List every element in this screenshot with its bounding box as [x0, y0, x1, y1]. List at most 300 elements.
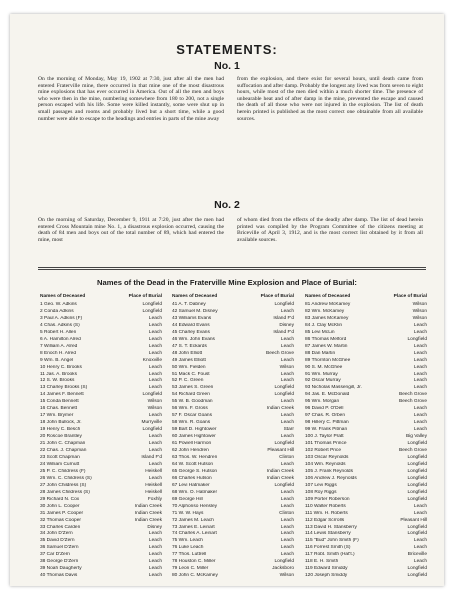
deceased-name: 7 William A. Alred	[40, 343, 78, 349]
burial-place: Leach	[148, 552, 162, 558]
deceased-entry	[305, 462, 427, 469]
deceased-name: 114 Lewis Stansberry	[305, 531, 351, 537]
deceased-entry	[40, 483, 162, 490]
deceased-name: 90 S. M. McGhee	[305, 364, 343, 370]
deceased-name: 32 Thomas Cooper	[40, 517, 81, 523]
burial-place: Longfield	[142, 392, 162, 398]
statement-1-body	[38, 76, 423, 122]
burial-place: Longfield	[407, 573, 427, 579]
deceased-entry	[40, 545, 162, 552]
burial-place: Longfield	[407, 489, 427, 495]
deceased-name: 69 George Hill	[172, 496, 203, 502]
burial-place: Leach	[280, 545, 294, 551]
deceased-name: 46 Wm. John Evans	[172, 336, 215, 342]
burial-place: Leach	[413, 371, 427, 377]
deceased-name: 1 Geo. W. Adkins	[40, 302, 77, 307]
deceased-name: 13 Charley Brooks (S)	[40, 385, 88, 391]
deceased-entry	[172, 518, 294, 525]
deceased-name: 31 James P. Cooper	[40, 510, 84, 516]
deceased-name: 23 Scott Chapman	[40, 454, 80, 460]
deceased-name: 89 Thornton McGhee	[305, 357, 351, 363]
column-header-name: Names of Deceased	[40, 294, 86, 299]
deceased-name: 120 Joseph Smiddy	[305, 573, 348, 579]
deceased-entry	[40, 316, 162, 323]
burial-place: Clinton	[279, 454, 294, 460]
deceased-name: 11 Jas. A. Brooks	[40, 371, 77, 377]
deceased-entry	[172, 441, 294, 448]
burial-place: Wilson	[147, 406, 162, 412]
deceased-entry	[305, 538, 427, 545]
deceased-entry	[172, 302, 294, 309]
deceased-name: 24 William Curnutt	[40, 461, 80, 467]
burial-place: Leach	[148, 371, 162, 377]
deceased-entry	[40, 497, 162, 504]
burial-place: Jacksboro	[272, 566, 294, 572]
deceased-name: 49 James Elliott	[172, 357, 206, 363]
deceased-name: 104 Wm. Reynolds	[305, 461, 346, 467]
deceased-name: 102 Robert Price	[305, 448, 341, 454]
deceased-entry	[40, 531, 162, 538]
deceased-name: 22 Chas. J. Chapman	[40, 448, 87, 454]
deceased-entry	[305, 309, 427, 316]
burial-place: Longfield	[407, 482, 427, 488]
burial-place: Leach	[148, 364, 162, 370]
burial-place: Indian Creek	[134, 503, 162, 509]
deceased-name: 17 Wm. Brymer	[40, 413, 74, 419]
burial-place: Leach	[413, 413, 427, 419]
deceased-name: 34 John D'Zern	[40, 531, 73, 537]
burial-place: Knoxville	[142, 357, 162, 363]
deceased-entry	[172, 316, 294, 323]
deceased-name: 61 Powell Harmon	[172, 441, 212, 447]
deceased-name: 79 Leon C. Miller	[172, 566, 209, 572]
deceased-name: 56 Wm. F. Gross	[172, 406, 208, 412]
burial-place: Leach	[148, 336, 162, 342]
burial-place: Leach	[413, 329, 427, 335]
burial-place: Wilson	[279, 573, 294, 579]
deceased-name: 53 James S. Green	[172, 385, 214, 391]
burial-place: Indian Creek	[134, 517, 162, 523]
deceased-name: 28 James Childress (S)	[40, 489, 90, 495]
deceased-name: 80 John C. McKamey	[172, 573, 218, 579]
deceased-entry	[172, 406, 294, 413]
deceased-entry	[40, 525, 162, 532]
deceased-entry	[40, 476, 162, 483]
deceased-name: 33 Charles Carden	[40, 524, 81, 530]
deceased-entry	[40, 434, 162, 441]
burial-place: Leach	[280, 371, 294, 377]
deceased-entry	[40, 455, 162, 462]
deceased-entry	[40, 511, 162, 518]
deceased-name: 96 David P. O'Dell	[305, 406, 344, 412]
burial-place: Longfield	[407, 524, 427, 530]
deceased-name: 57 F. Oscar Goans	[172, 413, 212, 419]
burial-place: Wilson	[147, 399, 162, 405]
deceased-name: 68 Wm. O. Hatmaker	[172, 489, 218, 495]
deceased-name: 78 Houston C. Miller	[172, 559, 216, 565]
deceased-entry	[172, 545, 294, 552]
burial-place: Leach	[148, 378, 162, 384]
deceased-entry	[40, 469, 162, 476]
divider-line	[38, 267, 426, 268]
burial-place: Longfield	[274, 482, 294, 488]
deceased-name: 86 Thomas Melford	[305, 336, 347, 342]
burial-place: Longfield	[142, 427, 162, 433]
deceased-entry	[305, 531, 427, 538]
burial-place: Leach	[413, 427, 427, 433]
deceased-entry	[172, 309, 294, 316]
burial-place: Leach	[280, 517, 294, 523]
deceased-entry	[40, 392, 162, 399]
deceased-name: 107 Levi Riggs	[305, 482, 337, 488]
deceased-entry	[40, 490, 162, 497]
deceased-name: 60 James Hightower	[172, 434, 216, 440]
deceased-entry	[172, 413, 294, 420]
names-list-title: Names of the Dead in the Fraterville Mine Explosion and Place of Burial:	[97, 278, 357, 287]
deceased-name: 95 Wm. Morgan	[305, 399, 340, 405]
deceased-name: 112 Edgar Scrrolls	[305, 517, 345, 523]
deceased-name: 76 Luke Leach	[172, 545, 204, 551]
deceased-name: 94 Jas. E. McDonald	[305, 392, 350, 398]
deceased-entry	[40, 559, 162, 566]
deceased-entry	[40, 552, 162, 559]
burial-place: Longfield	[407, 566, 427, 572]
deceased-name: 14 James F. Bennett	[40, 392, 84, 398]
deceased-name: 45 Charley Evans	[172, 329, 210, 335]
deceased-name: 91 Wm. Murray	[305, 371, 338, 377]
deceased-name: 77 Thos. Luttrell	[172, 552, 207, 558]
deceased-name: 106 Andrew J. Reynolds	[305, 475, 357, 481]
deceased-entry	[172, 427, 294, 434]
burial-place: Island F'd	[141, 454, 162, 460]
burial-place: Longfield	[274, 385, 294, 391]
burial-place: Leach	[148, 461, 162, 467]
deceased-entry	[172, 483, 294, 490]
deceased-name: 100 J. Taylor Pratt	[305, 434, 344, 440]
deceased-entry	[305, 372, 427, 379]
burial-place: Leach	[413, 364, 427, 370]
deceased-entry	[40, 351, 162, 358]
deceased-name: 6 A. Hamilton Alred	[40, 336, 81, 342]
deceased-name: 59 Bart D. Hightower	[172, 427, 217, 433]
burial-place: Wilson	[279, 364, 294, 370]
burial-place: Leach	[280, 461, 294, 467]
burial-place: Leach	[148, 441, 162, 447]
burial-place: Murryville	[141, 420, 162, 426]
deceased-name: 42 Samuel M. Disney	[172, 308, 218, 314]
deceased-name: 99 W. Frank Pitman	[305, 427, 348, 433]
deceased-name: 52 P. C. Green	[172, 378, 204, 384]
deceased-entry	[172, 566, 294, 573]
column-header	[305, 294, 427, 302]
burial-place: Clinton	[279, 510, 294, 516]
deceased-entry	[172, 358, 294, 365]
deceased-name: 64 W. Scott Hutson	[172, 461, 214, 467]
deceased-entry	[40, 399, 162, 406]
deceased-entry	[305, 378, 427, 385]
column-header-place: Place of Burial	[128, 294, 162, 299]
deceased-name: 70 Alphonso Hensley	[172, 503, 218, 509]
deceased-name: 38 George D'Zern	[40, 559, 79, 565]
burial-place: Leach	[148, 566, 162, 572]
burial-place: Leach	[280, 538, 294, 544]
deceased-name: 67 Levi Hatmaker	[172, 482, 210, 488]
deceased-name: 55 W. B. Goodman	[172, 399, 213, 405]
burial-place: Longfield	[407, 336, 427, 342]
deceased-entry	[305, 344, 427, 351]
burial-place: Leach	[280, 434, 294, 440]
burial-place: Longfield	[407, 454, 427, 460]
deceased-name: 26 Wm. C. Childress (S)	[40, 475, 92, 481]
deceased-name: 85 Levi McLin	[305, 329, 335, 335]
deceased-name: 16 Chas. Bennett	[40, 406, 78, 412]
burial-place: Beech Grove	[399, 448, 427, 454]
column-header	[40, 294, 162, 302]
deceased-name: 84 J. Clay McKlin	[305, 322, 343, 328]
deceased-name: 9 Wm. B. Angel	[40, 357, 74, 363]
deceased-entry	[40, 344, 162, 351]
deceased-name: 43 Williams Evans	[172, 315, 212, 321]
deceased-name: 5 Robert H. Allen	[40, 329, 77, 335]
burial-place: Leach	[280, 496, 294, 502]
deceased-name: 54 Richard Green	[172, 392, 210, 398]
deceased-name: 103 Oscar Reynolds	[305, 454, 349, 460]
burial-place: Leach	[148, 350, 162, 356]
burial-place: Leach	[280, 413, 294, 419]
burial-place: Leach	[280, 399, 294, 405]
deceased-entry	[172, 525, 294, 532]
deceased-entry	[305, 504, 427, 511]
burial-place: Wilson	[412, 315, 427, 321]
burial-place: Foxhly	[147, 496, 162, 502]
burial-place: Longfield	[142, 302, 162, 307]
deceased-name: 75 Wm. Leach	[172, 538, 203, 544]
deceased-name: 2 Conda Adkins	[40, 308, 74, 314]
deceased-entry	[40, 427, 162, 434]
burial-place: Leach	[413, 378, 427, 384]
deceased-name: 92 Oscar Murray	[305, 378, 341, 384]
burial-place: Leach	[280, 524, 294, 530]
burial-place: Leach	[148, 315, 162, 321]
deceased-name: 36 Samuel D'Zern	[40, 545, 79, 551]
burial-place: Longfield	[142, 308, 162, 314]
deceased-entry	[172, 337, 294, 344]
burial-place: Leach	[280, 420, 294, 426]
deceased-entry	[40, 406, 162, 413]
deceased-name: 74 Charles A. Leinart	[172, 531, 217, 537]
deceased-name: 83 James McKamey	[305, 315, 349, 321]
burial-place: Disney	[147, 524, 162, 530]
deceased-name: 119 Edward Smiddy	[305, 566, 348, 572]
deceased-entry	[305, 441, 427, 448]
deceased-name: 12 S. W. Brooks	[40, 378, 75, 384]
deceased-entry	[172, 330, 294, 337]
deceased-entry	[172, 476, 294, 483]
deceased-name: 82 Wm. McKamey	[305, 308, 345, 314]
deceased-name: 93 Nicholas Massengill, Jr.	[305, 385, 362, 391]
burial-place: Leach	[413, 350, 427, 356]
burial-place: Leach	[413, 357, 427, 363]
deceased-entry	[305, 469, 427, 476]
burial-place: Leach	[280, 378, 294, 384]
burial-place: Heiskell	[145, 468, 162, 474]
deceased-name: 98 Hillery C. Pittman	[305, 420, 349, 426]
deceased-entry	[40, 462, 162, 469]
deceased-name: 88 Dan Martin	[305, 350, 336, 356]
column-header-place: Place of Burial	[260, 294, 294, 299]
statement-1-left-column: On the morning of Monday, May 19, 1902 at 7:30, just after all the men had entered Fraterville mine, there occurred in that mine one of the most disastrous mine explosions that has ever occurred in America. Out of all the men and boys who were then in the mine, numbering somewhere from 180 to 200, not a single person escaped with his life. Some were killed instantly, some were shut up in small passages and rooms and probably lived but a short time, while a good number were able to escape to the headings and entries in parts of the mine away	[38, 76, 224, 122]
deceased-entry	[305, 573, 427, 580]
burial-place: Leach	[413, 420, 427, 426]
deceased-name: 39 Noah Daugherty	[40, 566, 82, 572]
deceased-entry	[305, 316, 427, 323]
deceased-name: 25 P. C. Childress (F)	[40, 468, 86, 474]
deceased-entry	[305, 351, 427, 358]
deceased-entry	[40, 372, 162, 379]
deceased-name: 20 Roscoe Brantley	[40, 434, 82, 440]
deceased-name: 108 Roy Riggs	[305, 489, 337, 495]
statements-title: STATEMENTS:	[176, 42, 278, 57]
deceased-entry	[305, 455, 427, 462]
deceased-entry	[305, 552, 427, 559]
burial-place: Leach	[413, 385, 427, 391]
deceased-entry	[40, 504, 162, 511]
deceased-entry	[172, 497, 294, 504]
deceased-name: 15 Conda Bennett	[40, 399, 79, 405]
deceased-name: 62 John Hendren	[172, 448, 209, 454]
deceased-name: 109 Porter Roberson	[305, 496, 350, 502]
burial-place: Disney	[279, 322, 294, 328]
statement-2-heading: No. 2	[214, 199, 240, 211]
deceased-entry	[305, 476, 427, 483]
burial-place: Pleasant Hill	[267, 448, 294, 454]
burial-place: Leach	[280, 308, 294, 314]
column-header-name: Names of Deceased	[305, 294, 351, 299]
burial-place: Indian Creek	[134, 510, 162, 516]
deceased-name: 63 Thos. W. Hendren	[172, 454, 218, 460]
deceased-entry	[40, 378, 162, 385]
deceased-name: 105 J. Frank Reynolds	[305, 468, 353, 474]
deceased-name: 44 Edward Evans	[172, 322, 210, 328]
names-column-1	[40, 294, 162, 580]
burial-place: Leach	[148, 413, 162, 419]
deceased-entry	[172, 504, 294, 511]
burial-place: Leach	[148, 343, 162, 349]
deceased-entry	[305, 365, 427, 372]
deceased-name: 73 James E. Leinart	[172, 524, 215, 530]
burial-place: Leach	[413, 343, 427, 349]
deceased-entry	[172, 462, 294, 469]
deceased-entry	[172, 573, 294, 580]
deceased-name: 41 A. T. Dabney	[172, 302, 206, 307]
burial-place: Indian Creek	[266, 475, 294, 481]
deceased-entry	[40, 365, 162, 372]
deceased-entry	[305, 483, 427, 490]
deceased-entry	[305, 330, 427, 337]
burial-place: Heiskell	[145, 489, 162, 495]
deceased-name: 113 David H. Stansberry	[305, 524, 357, 530]
deceased-entry	[305, 302, 427, 309]
deceased-name: 81 Andrew McKamey	[305, 302, 351, 307]
deceased-name: 47 S. T. Eckards	[172, 343, 207, 349]
deceased-name: 30 John L. Cooper	[40, 503, 80, 509]
deceased-entry	[40, 337, 162, 344]
burial-place: Beech Grove	[399, 399, 427, 405]
deceased-name: 65 George S. Hutson	[172, 468, 218, 474]
burial-place: Starr	[283, 427, 294, 433]
burial-place: Island F'd	[273, 329, 294, 335]
deceased-entry	[172, 323, 294, 330]
burial-place: Leach	[280, 503, 294, 509]
deceased-entry	[305, 399, 427, 406]
burial-place: Leach	[413, 503, 427, 509]
deceased-entry	[40, 573, 162, 580]
deceased-entry	[40, 538, 162, 545]
burial-place: Leach	[280, 531, 294, 537]
burial-place: Longfield	[407, 475, 427, 481]
burial-place: Leach	[413, 538, 427, 544]
deceased-name: 40 Thomas Davis	[40, 573, 78, 579]
deceased-entry	[305, 337, 427, 344]
deceased-name: 101 Thomas Prince	[305, 441, 347, 447]
deceased-entry	[305, 323, 427, 330]
deceased-entry	[40, 448, 162, 455]
deceased-entry	[305, 413, 427, 420]
deceased-name: 3 Paul A. Adkins (F)	[40, 315, 83, 321]
burial-place: Leach	[148, 573, 162, 579]
deceased-entry	[40, 323, 162, 330]
burial-place: Wilson	[412, 302, 427, 307]
deceased-name: 115 "Bud" John Smith (F)	[305, 538, 359, 544]
deceased-name: 27 John Childress (S)	[40, 482, 87, 488]
deceased-entry	[172, 490, 294, 497]
deceased-name: 66 Charles Hutson	[172, 475, 212, 481]
burial-place: Leach	[148, 322, 162, 328]
burial-place: Leach	[280, 357, 294, 363]
burial-place: Leach	[148, 559, 162, 565]
deceased-name: 58 Wm. R. Goans	[172, 420, 211, 426]
burial-place: Leach	[413, 322, 427, 328]
burial-place: Longfield	[407, 468, 427, 474]
burial-place: Wilson	[412, 308, 427, 314]
burial-place: Longfield	[407, 461, 427, 467]
burial-place: Leach	[413, 545, 427, 551]
burial-place: Indian Creek	[266, 406, 294, 412]
deceased-entry	[172, 469, 294, 476]
deceased-entry	[172, 344, 294, 351]
burial-place: Leach	[148, 329, 162, 335]
statement-2-left-column: On the morning of Saturday, December 9, 1911 at 7:20, just after the men had entered Cross Mountain mine No. 1, a disastrous explosion occurred, causing the death of 84 men and boys out of the total number of 89, which had entered the mine, most	[38, 217, 224, 243]
burial-place: Longfield	[407, 441, 427, 447]
deceased-entry	[305, 511, 427, 518]
deceased-entry	[172, 455, 294, 462]
burial-place: Longfield	[274, 441, 294, 447]
burial-place: Leach	[148, 385, 162, 391]
statement-2-right-column: of whom died from the effects of the deadly after damp. The list of dead herein printed was compiled by the Program Committee of the citizens meeting at Briceville of April 3, 1912, and is the most correct list obtained by it from all available sources.	[237, 217, 423, 243]
deceased-entry	[305, 448, 427, 455]
column-header-place: Place of Burial	[393, 294, 427, 299]
deceased-entry	[172, 538, 294, 545]
burial-place: Leach	[148, 434, 162, 440]
burial-place: Leach	[413, 510, 427, 516]
deceased-entry	[172, 531, 294, 538]
deceased-name: 118 E. H. Smith	[305, 559, 339, 565]
deceased-name: 21 John C. Chapman	[40, 441, 86, 447]
burial-place: Briceville	[407, 552, 427, 558]
deceased-entry	[40, 309, 162, 316]
deceased-entry	[172, 372, 294, 379]
names-column-3	[305, 294, 427, 580]
